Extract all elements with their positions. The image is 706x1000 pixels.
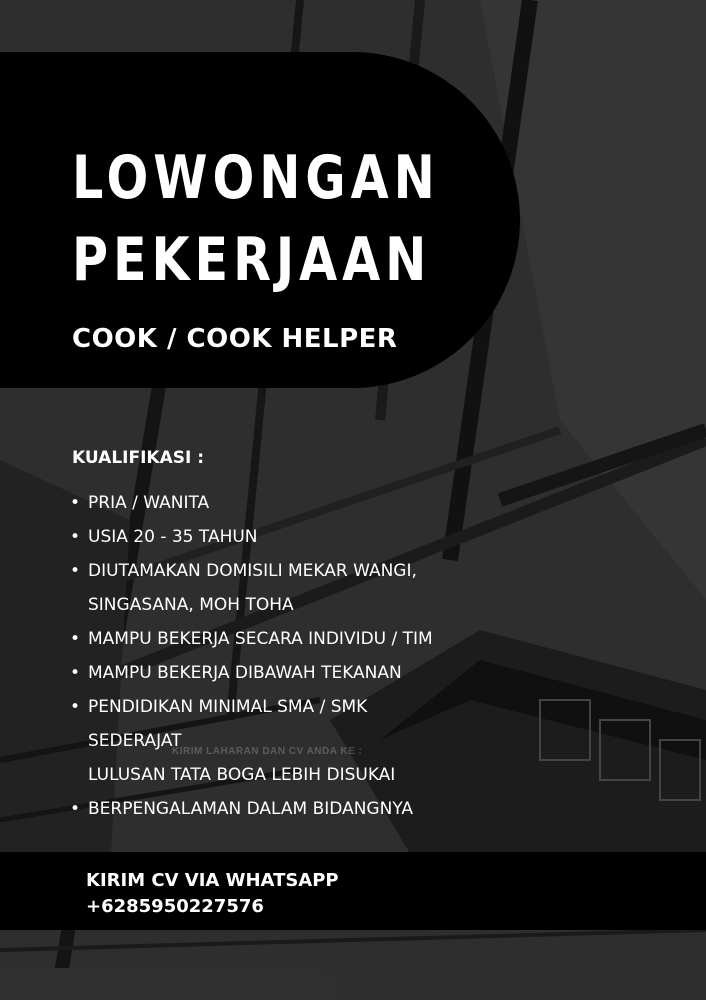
bottom-rounded-tab xyxy=(0,968,340,1000)
title-line-2: PEKERJAAN xyxy=(72,225,432,295)
qualification-text: PRIA / WANITA xyxy=(88,493,210,513)
job-position-subtitle: COOK / COOK HELPER xyxy=(72,324,398,354)
qualification-item xyxy=(70,554,433,622)
qualification-item xyxy=(70,792,433,826)
contact-label: KIRIM CV VIA WHATSAPP xyxy=(86,870,339,891)
qualification-text-continued: LULUSAN TATA BOGA LEBIH DISUKAI xyxy=(88,765,396,785)
qualification-item xyxy=(70,656,433,690)
qualifications-list xyxy=(70,486,433,826)
qualification-text: DIUTAMAKAN DOMISILI MEKAR WANGI, xyxy=(88,561,417,581)
bullet-icon: • xyxy=(70,493,81,513)
qualification-item xyxy=(70,486,433,520)
qualification-text: BERPENGALAMAN DALAM BIDANGNYA xyxy=(88,799,414,819)
bullet-icon: • xyxy=(70,561,81,581)
title-line-1: LOWONGAN xyxy=(72,143,440,213)
qualification-text-continued: SEDERAJAT xyxy=(88,731,182,751)
qualification-text: USIA 20 - 35 TAHUN xyxy=(88,527,258,547)
qualification-item xyxy=(70,622,433,656)
qualification-text: MAMPU BEKERJA DIBAWAH TEKANAN xyxy=(88,663,402,683)
faded-watermark-text: KIRIM LAHARAN DAN CV ANDA KE : xyxy=(172,746,363,757)
contact-black-band xyxy=(0,852,706,930)
qualification-item xyxy=(70,520,433,554)
bullet-icon: • xyxy=(70,663,81,683)
bullet-icon: • xyxy=(70,527,81,547)
qualification-text: PENDIDIKAN MINIMAL SMA / SMK xyxy=(88,697,368,717)
qualification-item xyxy=(70,690,433,792)
whatsapp-phone-number: +6285950227576 xyxy=(86,896,264,917)
qualifications-heading: KUALIFIKASI : xyxy=(72,448,205,468)
bullet-icon: • xyxy=(70,799,81,819)
bullet-icon: • xyxy=(70,697,81,717)
qualification-text-continued: SINGASANA, MOH TOHA xyxy=(88,595,294,615)
qualification-text: MAMPU BEKERJA SECARA INDIVIDU / TIM xyxy=(88,629,433,649)
bullet-icon: • xyxy=(70,629,81,649)
